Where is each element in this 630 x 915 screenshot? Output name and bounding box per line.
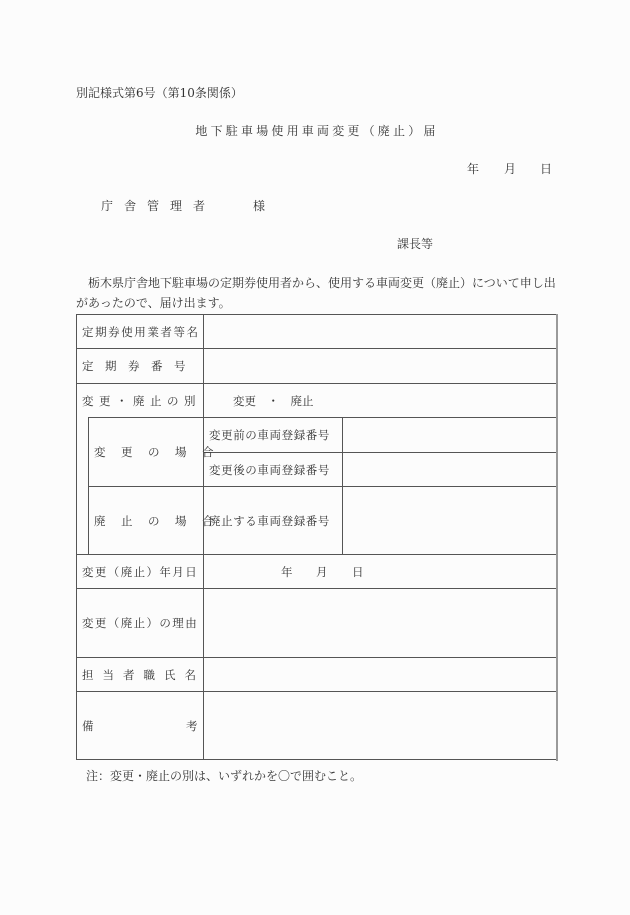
reason-label: 変更（廃止）の理由 bbox=[82, 616, 199, 630]
user-name-field[interactable] bbox=[204, 315, 556, 348]
sender: 課長等 bbox=[397, 237, 434, 251]
label-char: 定 bbox=[82, 325, 94, 339]
abolish-registration-field[interactable] bbox=[343, 487, 556, 554]
before-registration-field[interactable] bbox=[343, 418, 556, 452]
change-date-month: 月 bbox=[316, 565, 328, 579]
ticket-number-field[interactable] bbox=[204, 349, 556, 383]
label-char: 者 bbox=[160, 325, 172, 339]
remarks-field[interactable] bbox=[204, 692, 556, 759]
contact-field[interactable] bbox=[204, 658, 556, 691]
date-day-label: 日 bbox=[540, 162, 553, 176]
label-char: 等 bbox=[173, 325, 185, 339]
change-date-day: 日 bbox=[352, 565, 364, 579]
abolish-case-label: 廃 止 の 場 合 bbox=[94, 514, 216, 528]
date-month-label: 月 bbox=[504, 162, 517, 176]
after-registration-field[interactable] bbox=[343, 453, 556, 486]
form-id: 別記様式第6号（第10条関係） bbox=[76, 86, 243, 100]
footnote: 注：変更・廃止の別は、いずれかを〇で囲むこと。 bbox=[86, 769, 363, 783]
label-char: 券 bbox=[108, 325, 120, 339]
label-char: 業 bbox=[147, 325, 159, 339]
abolish-registration-label: 廃止する車両登録番号 bbox=[209, 514, 330, 528]
change-date-year: 年 bbox=[281, 565, 293, 579]
contact-label: 担当者職氏名 bbox=[82, 668, 205, 682]
date-year-label: 年 bbox=[467, 162, 480, 176]
remarks-label-left: 備 bbox=[82, 719, 94, 733]
reason-field[interactable] bbox=[204, 589, 556, 657]
user-name-label bbox=[82, 324, 198, 340]
ticket-number-label: 定 期 券 番 号 bbox=[82, 359, 186, 373]
label-char: 用 bbox=[134, 325, 146, 339]
change-case-label: 変 更 の 場 合 bbox=[94, 445, 216, 459]
change-or-abolish-options[interactable]: 変更 ・ 廃止 bbox=[233, 394, 314, 408]
label-char: 使 bbox=[121, 325, 133, 339]
label-char: 名 bbox=[186, 325, 198, 339]
remarks-label-right: 考 bbox=[186, 719, 198, 733]
change-or-abolish-label: 変更・廃止の別 bbox=[82, 394, 201, 408]
label-char: 期 bbox=[95, 325, 107, 339]
body-text: 栃木県庁舎地下駐車場の定期券使用者から、使用する車両変更（廃止）について申し出があったので、届け出ます。 bbox=[76, 276, 556, 310]
addressee: 庁舎管理者 bbox=[101, 199, 217, 213]
honorific: 様 bbox=[253, 199, 266, 213]
page-title: 地下駐車場使用車両変更（廃止）届 bbox=[195, 124, 439, 138]
change-date-label: 変更（廃止）年月日 bbox=[82, 565, 199, 579]
before-registration-label: 変更前の車両登録番号 bbox=[209, 428, 330, 442]
after-registration-label: 変更後の車両登録番号 bbox=[209, 463, 330, 477]
